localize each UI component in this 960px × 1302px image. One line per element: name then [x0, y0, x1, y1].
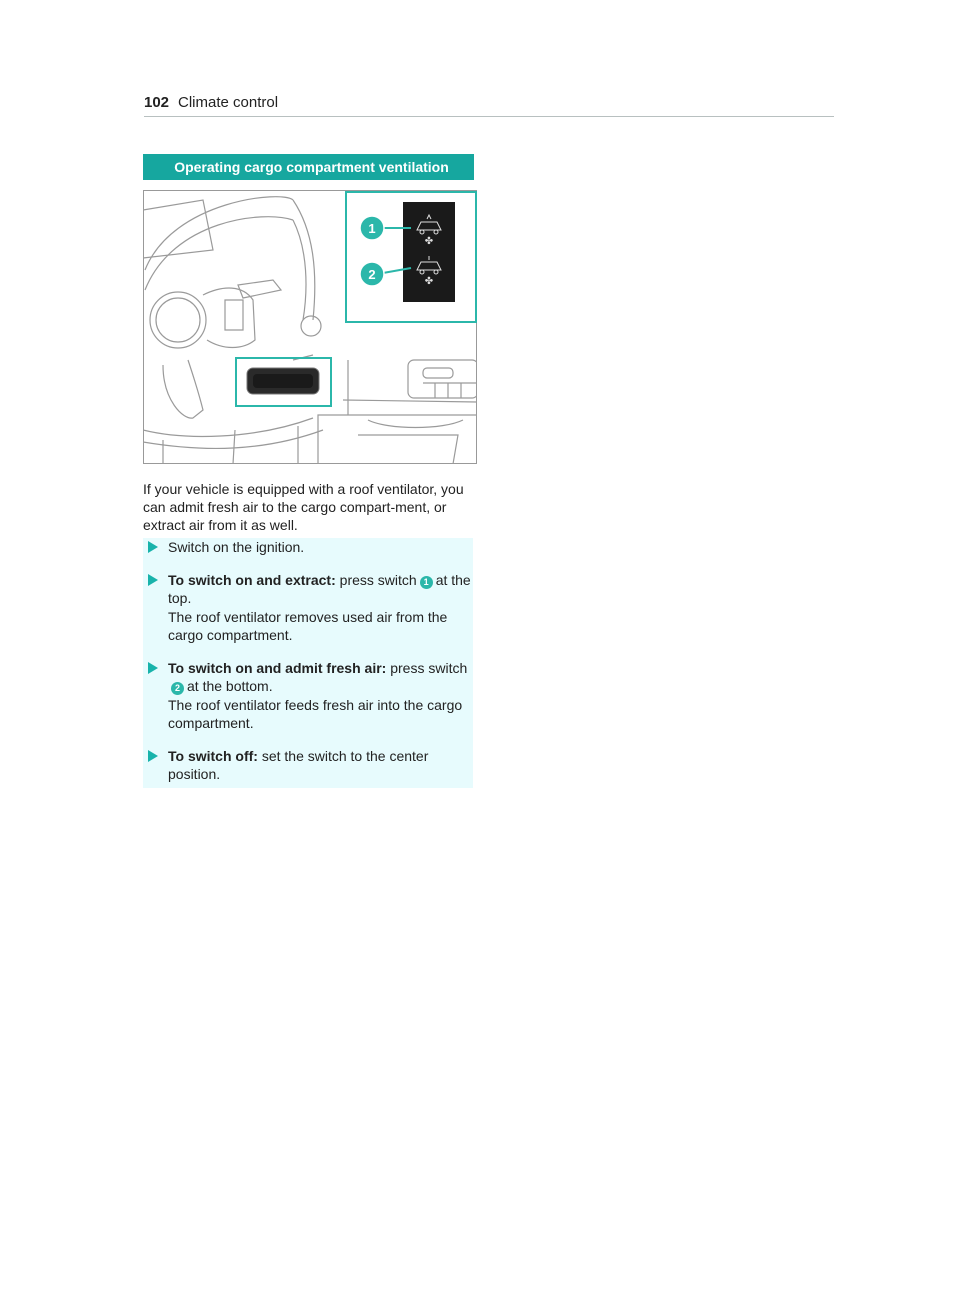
svg-text:1: 1: [368, 221, 376, 236]
svg-text:2: 2: [368, 267, 376, 282]
header-rule: [144, 116, 834, 117]
intro-paragraph: If your vehicle is equipped with a roof ventilator, you can admit fresh air to the cargo compart-ment, or extract air from it as well.: [143, 481, 464, 533]
step-ignition: [143, 538, 473, 557]
arrow-icon: [148, 750, 158, 762]
step-label: To switch on and admit fresh air:: [168, 659, 387, 676]
dashboard-illustration: [143, 190, 477, 464]
arrow-icon: [148, 574, 158, 586]
callout-1: [360, 216, 384, 240]
step-text: press switch: [339, 571, 417, 588]
step-label: To switch on and extract:: [168, 571, 336, 588]
step-switch-off: [143, 747, 473, 788]
step-result: The roof ventilator feeds fresh air into the cargo compartment.: [168, 696, 463, 731]
step-label: To switch off:: [168, 747, 258, 764]
section-title: Operating cargo compartment ventilation: [143, 154, 474, 180]
step-text: press switch: [390, 659, 468, 676]
step-text: at the bottom.: [187, 678, 273, 694]
step-result: The roof ventilator removes used air from the cargo compartment.: [168, 608, 448, 643]
step-fresh-air: [143, 659, 473, 733]
arrow-icon: [148, 662, 158, 674]
callout-badge-1: 1: [420, 576, 433, 589]
step-text: at the top.: [168, 571, 471, 606]
svg-text:✤: ✤: [424, 236, 434, 247]
svg-text:✤: ✤: [424, 276, 434, 287]
callout-2: [360, 262, 384, 286]
arrow-icon: [148, 541, 158, 553]
page-header: [144, 94, 834, 118]
step-text: set the switch to the center position.: [168, 747, 429, 782]
step-text: Switch on the ignition.: [168, 539, 305, 555]
chapter-title: Climate control: [178, 94, 279, 111]
callout-badge-2: 2: [171, 682, 184, 695]
step-extract: [143, 571, 473, 645]
instruction-list: [143, 538, 473, 788]
page-number: 102: [144, 94, 170, 111]
